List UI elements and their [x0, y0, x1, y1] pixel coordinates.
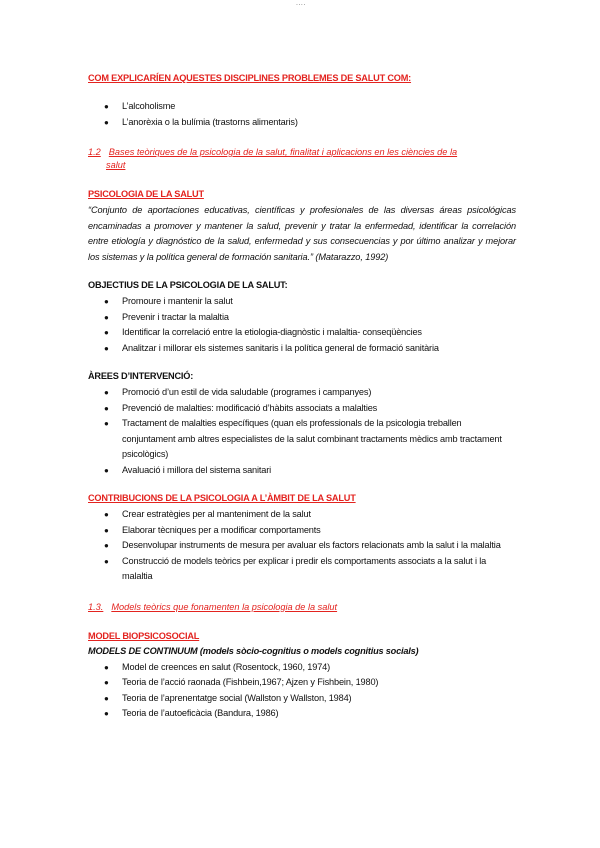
section3-heading: [88, 601, 516, 614]
list-item: ● Construcció de models teòrics per explicar i predir els comportaments associats a la salut i la malaltia: [104, 555, 487, 581]
list-item: ● Prevenció de malalties: modificació d’hàbits associats a malalties: [88, 401, 516, 417]
document-content: [88, 70, 516, 722]
bullet-icon: ●: [104, 297, 109, 306]
arees-title: ÀREES D’INTERVENCIÓ:: [88, 371, 194, 381]
model-list: [88, 660, 516, 722]
bullet-icon: ●: [104, 678, 109, 687]
bullet-icon: ●: [104, 403, 109, 413]
bullet-icon: ●: [104, 709, 109, 718]
bullet-icon: ●: [104, 693, 109, 703]
list-item: ● Teoria de l’aprenentatge social (Wallston y Wallston, 1984): [88, 691, 516, 707]
section3-number: 1.3.: [88, 601, 104, 612]
list-item: ● Elaborar tècniques per a modificar comportaments: [88, 523, 516, 539]
list-item: ● Promoció d’un estil de vida saludable (programes i campanyes): [88, 385, 516, 401]
list-item: ● Prevenir i tractar la malaltia: [88, 310, 516, 326]
bullet-icon: ●: [104, 465, 109, 475]
bullet-icon: ●: [104, 556, 109, 566]
bullet-icon: ●: [104, 541, 109, 550]
bullet-icon: ●: [104, 662, 109, 672]
arees-list: [88, 385, 516, 478]
contribucions-list: [88, 507, 516, 585]
bullet-icon: ●: [104, 117, 109, 127]
bullet-icon: ●: [104, 312, 109, 322]
list-item: ● L’anorèxia o la bulímia (trastorns alimentaris): [88, 115, 516, 131]
bullet-icon: ●: [104, 328, 109, 337]
list-item: ● L’alcoholisme: [88, 99, 516, 115]
model-title: MODEL BIOPSICOSOCIAL: [88, 630, 200, 641]
psicologia-title: PSICOLOGIA DE LA SALUT: [88, 189, 204, 199]
bullet-icon: ●: [104, 388, 109, 397]
list-item: ● Desenvolupar instruments de mesura per avaluar els factors relacionats amb la salut i la malaltia: [88, 538, 516, 554]
section2-number: 1.2: [88, 147, 101, 157]
section2-title-line2: salut: [106, 160, 126, 170]
section2-heading: [88, 146, 516, 172]
contribucions-title: CONTRIBUCIONS DE LA PSICOLOGIA A L’ÀMBIT DE LA SALUT: [88, 493, 356, 503]
section3-title: Models teòrics que fonamenten la psicologia de la salut: [111, 601, 338, 612]
bullet-icon: ●: [104, 419, 109, 428]
bullet-icon: ●: [104, 525, 109, 535]
model-subtitle: MODELS DE CONTINUUM (models sòcio-cognitius o models cognitius socials): [88, 645, 419, 656]
psicologia-quote: “Conjunto de aportaciones educativas, científicas y profesionales de las diversas áreas psicológicas encaminadas a promover y mantener la salud, prevenir y tratar la enfermedad, identificar la correlación entre etiología y diagnóstico de la salud, enfermedad y sus consecuencias y por último analizar y mejorar los sistemas y la política general de formación sanitaria.” (Matarazzo, 1992): [88, 205, 516, 262]
list-item: ● Teoria de l’acció raonada (Fishbein,1967; Ajzen y Fishbein, 1980): [88, 675, 516, 691]
section1-title: COM EXPLICARÍEN AQUESTES DISCIPLINES PROBLEMES DE SALUT COM:: [88, 73, 412, 83]
section1-list: [88, 99, 516, 130]
list-item: ● Tractament de malalties específiques (quan els professionals de la psicologia treballen conjuntament amb altres especialistes de la salut combinant tractaments mèdics amb tractament psicològics): [104, 418, 502, 459]
section2-title-line1: Bases teòriques de la psicologia de la salut, finalitat i aplicacions en les ciències de la: [108, 147, 458, 157]
list-item: ● Teoria de l’autoeficàcia (Bandura, 1986): [88, 706, 516, 722]
bullet-icon: ●: [104, 343, 109, 353]
list-item: ● Identificar la correlació entre la etiologia-diagnòstic i malaltia- conseqüències: [88, 325, 516, 341]
bullet-icon: ●: [104, 102, 109, 111]
list-item: ● Analitzar i millorar els sistemes sanitaris i la política general de formació sanitària: [88, 341, 516, 357]
objectius-list: [88, 294, 516, 356]
bullet-icon: ●: [104, 510, 109, 519]
list-item: ● Avaluació i millora del sistema sanitari: [88, 463, 516, 479]
list-item: ● Model de creences en salut (Rosentock, 1960, 1974): [88, 660, 516, 676]
objectius-title: OBJECTIUS DE LA PSICOLOGIA DE LA SALUT:: [88, 280, 288, 290]
list-item: ● Crear estratègies per al manteniment de la salut: [88, 507, 516, 523]
list-item: ● Promoure i mantenir la salut: [88, 294, 516, 310]
header-mark: ....: [296, 0, 306, 7]
